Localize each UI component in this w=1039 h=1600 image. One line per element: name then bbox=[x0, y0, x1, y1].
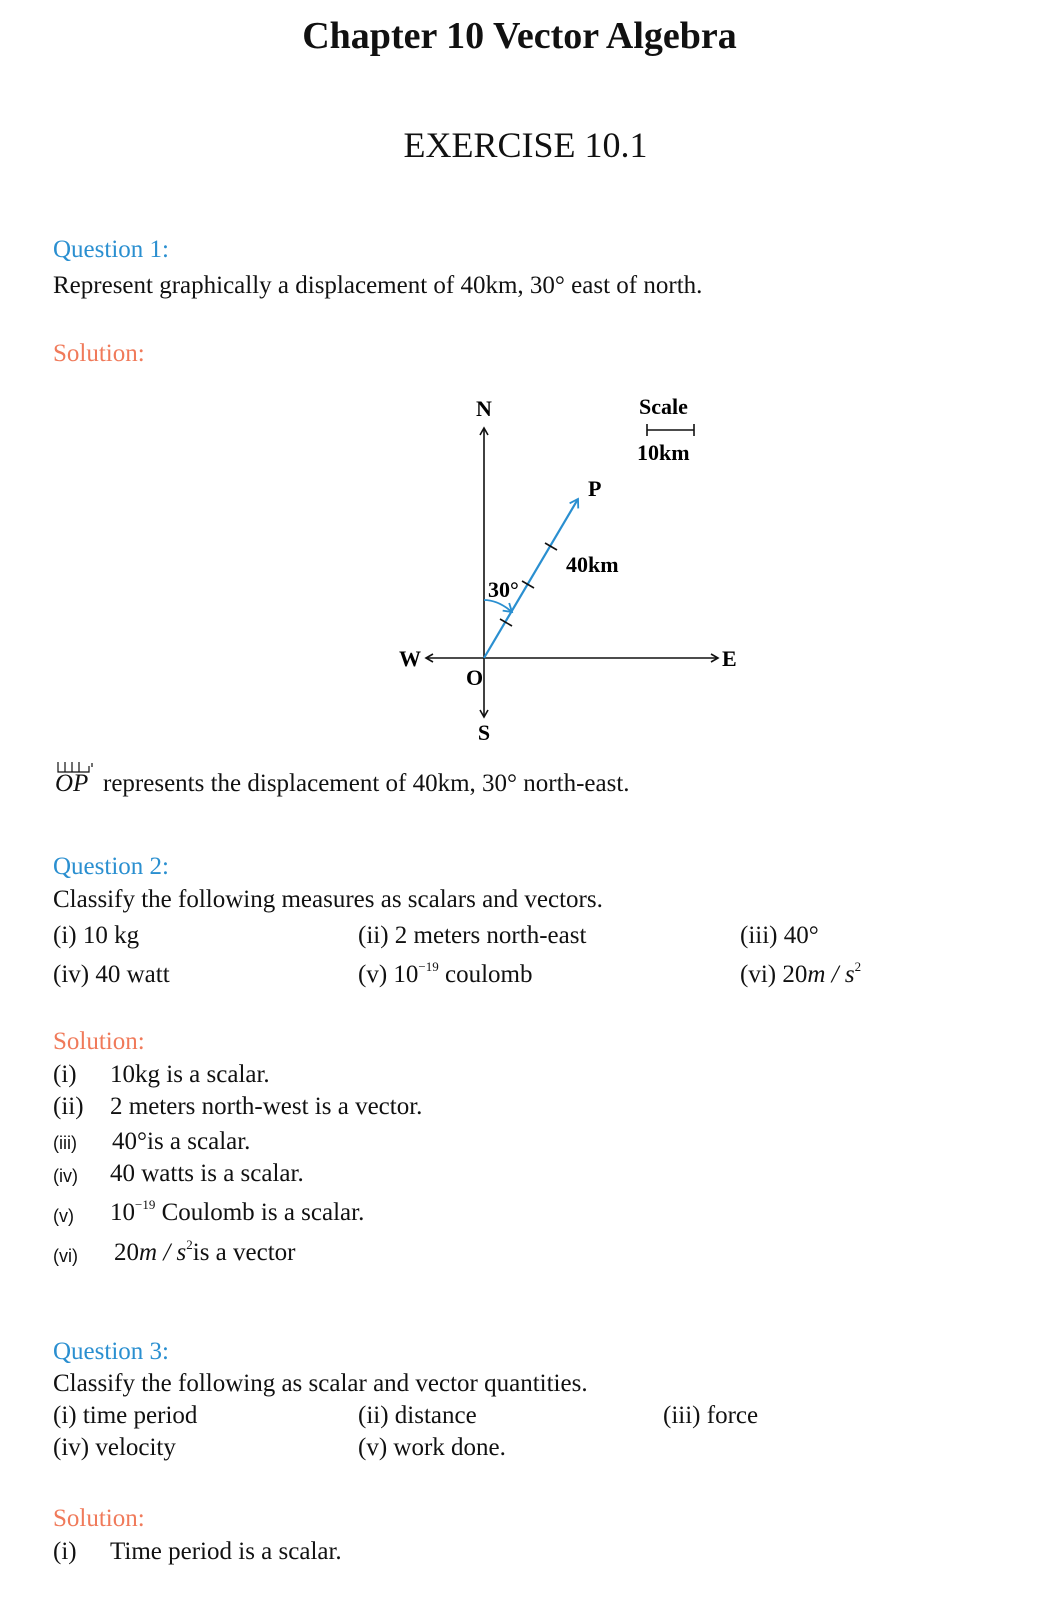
q3-item-i: (i) time period bbox=[53, 1402, 198, 1429]
q3-item-iii: (iii) force bbox=[663, 1402, 759, 1429]
q2-item-v-unit: coulomb bbox=[438, 961, 533, 988]
q2-answer-iv: 40 watts is a scalar. bbox=[110, 1160, 304, 1187]
q2-answer-v-base: 10 bbox=[110, 1199, 135, 1226]
q2-item-v-base: (v) 10 bbox=[358, 961, 419, 988]
q2-item-vi-s: s bbox=[844, 961, 855, 988]
question-1-heading: Question 1: bbox=[53, 236, 169, 263]
label-south: S bbox=[477, 720, 491, 745]
label-east: E bbox=[722, 646, 737, 671]
q2-item-iii: (iii) 40° bbox=[740, 922, 819, 949]
q2-answer-i-label: (i) bbox=[53, 1061, 77, 1088]
chapter-title: Chapter 10 Vector Algebra bbox=[302, 15, 737, 57]
q2-answer-ii: 2 meters north-west is a vector. bbox=[110, 1093, 423, 1120]
label-origin: O bbox=[466, 665, 484, 690]
question-2-heading: Question 2: bbox=[53, 853, 169, 880]
exercise-heading: EXERCISE 10.1 bbox=[403, 125, 648, 165]
q2-item-i: (i) 10 kg bbox=[53, 922, 140, 949]
question-3-heading: Question 3: bbox=[53, 1338, 169, 1365]
question-2-solution-heading: Solution: bbox=[53, 1028, 145, 1055]
question-1-text: Represent graphically a displacement of 40km, 30° east of north. bbox=[53, 272, 703, 299]
q2-answer-vi-number: 20 bbox=[114, 1239, 139, 1266]
question-1-solution-heading: Solution: bbox=[53, 340, 145, 367]
q2-item-vi bbox=[740, 961, 861, 989]
q2-answer-iii: 40°is a scalar. bbox=[112, 1128, 251, 1155]
question-3-text: Classify the following as scalar and vector quantities. bbox=[53, 1370, 588, 1397]
question-2-text: Classify the following measures as scalars and vectors. bbox=[53, 886, 603, 913]
q3-item-ii: (ii) distance bbox=[358, 1402, 477, 1429]
q2-item-vi-slash: / bbox=[825, 961, 845, 988]
q3-item-iv: (iv) velocity bbox=[53, 1434, 176, 1461]
q2-answer-vi-exponent: 2 bbox=[186, 1237, 193, 1252]
q3-answer-i: Time period is a scalar. bbox=[110, 1538, 342, 1565]
scale-value: 10km bbox=[637, 440, 690, 465]
q2-answer-v-text: Coulomb is a scalar. bbox=[155, 1199, 365, 1226]
question-1-conclusion: represents the displacement of 40km, 30° north-east. bbox=[103, 770, 630, 797]
question-3-solution-heading: Solution: bbox=[53, 1505, 145, 1532]
q2-item-iv: (iv) 40 watt bbox=[53, 961, 170, 988]
q2-answer-i: 10kg is a scalar. bbox=[110, 1061, 270, 1088]
q2-answer-ii-label: (ii) bbox=[53, 1093, 84, 1120]
q2-answer-vi-text: is a vector bbox=[192, 1239, 296, 1266]
q2-item-ii: (ii) 2 meters north-east bbox=[358, 922, 587, 949]
q2-item-vi-exponent: 2 bbox=[854, 959, 862, 974]
q2-item-v-exponent: −19 bbox=[418, 959, 439, 974]
label-west: W bbox=[399, 646, 421, 671]
q2-answer-vi-slash: / bbox=[157, 1239, 177, 1266]
q2-answer-vi-s: s bbox=[176, 1239, 187, 1266]
q2-answer-vi bbox=[114, 1239, 295, 1267]
q2-answer-v-label: (v) bbox=[53, 1206, 74, 1226]
displacement-diagram bbox=[0, 0, 1039, 760]
q2-item-vi-base: (vi) 20 bbox=[740, 961, 808, 988]
label-angle: 30° bbox=[488, 577, 519, 602]
q2-item-v bbox=[358, 961, 533, 989]
label-length: 40km bbox=[566, 552, 619, 577]
q2-answer-v bbox=[110, 1199, 364, 1227]
q2-answer-vi-label: (vi) bbox=[53, 1246, 78, 1266]
q2-answer-iii-label: (iii) bbox=[53, 1133, 77, 1153]
label-north: N bbox=[476, 396, 492, 421]
vector-op-symbol: OP bbox=[55, 770, 89, 797]
q2-item-vi-m: m bbox=[807, 961, 826, 988]
q3-item-v: (v) work done. bbox=[358, 1434, 506, 1461]
q2-answer-iv-label: (iv) bbox=[53, 1166, 78, 1186]
scale-title: Scale bbox=[639, 394, 688, 419]
q2-answer-vi-m: m bbox=[139, 1239, 158, 1266]
q3-answer-i-label: (i) bbox=[53, 1538, 77, 1565]
q2-answer-v-exponent: −19 bbox=[135, 1197, 156, 1212]
label-p: P bbox=[588, 476, 602, 501]
